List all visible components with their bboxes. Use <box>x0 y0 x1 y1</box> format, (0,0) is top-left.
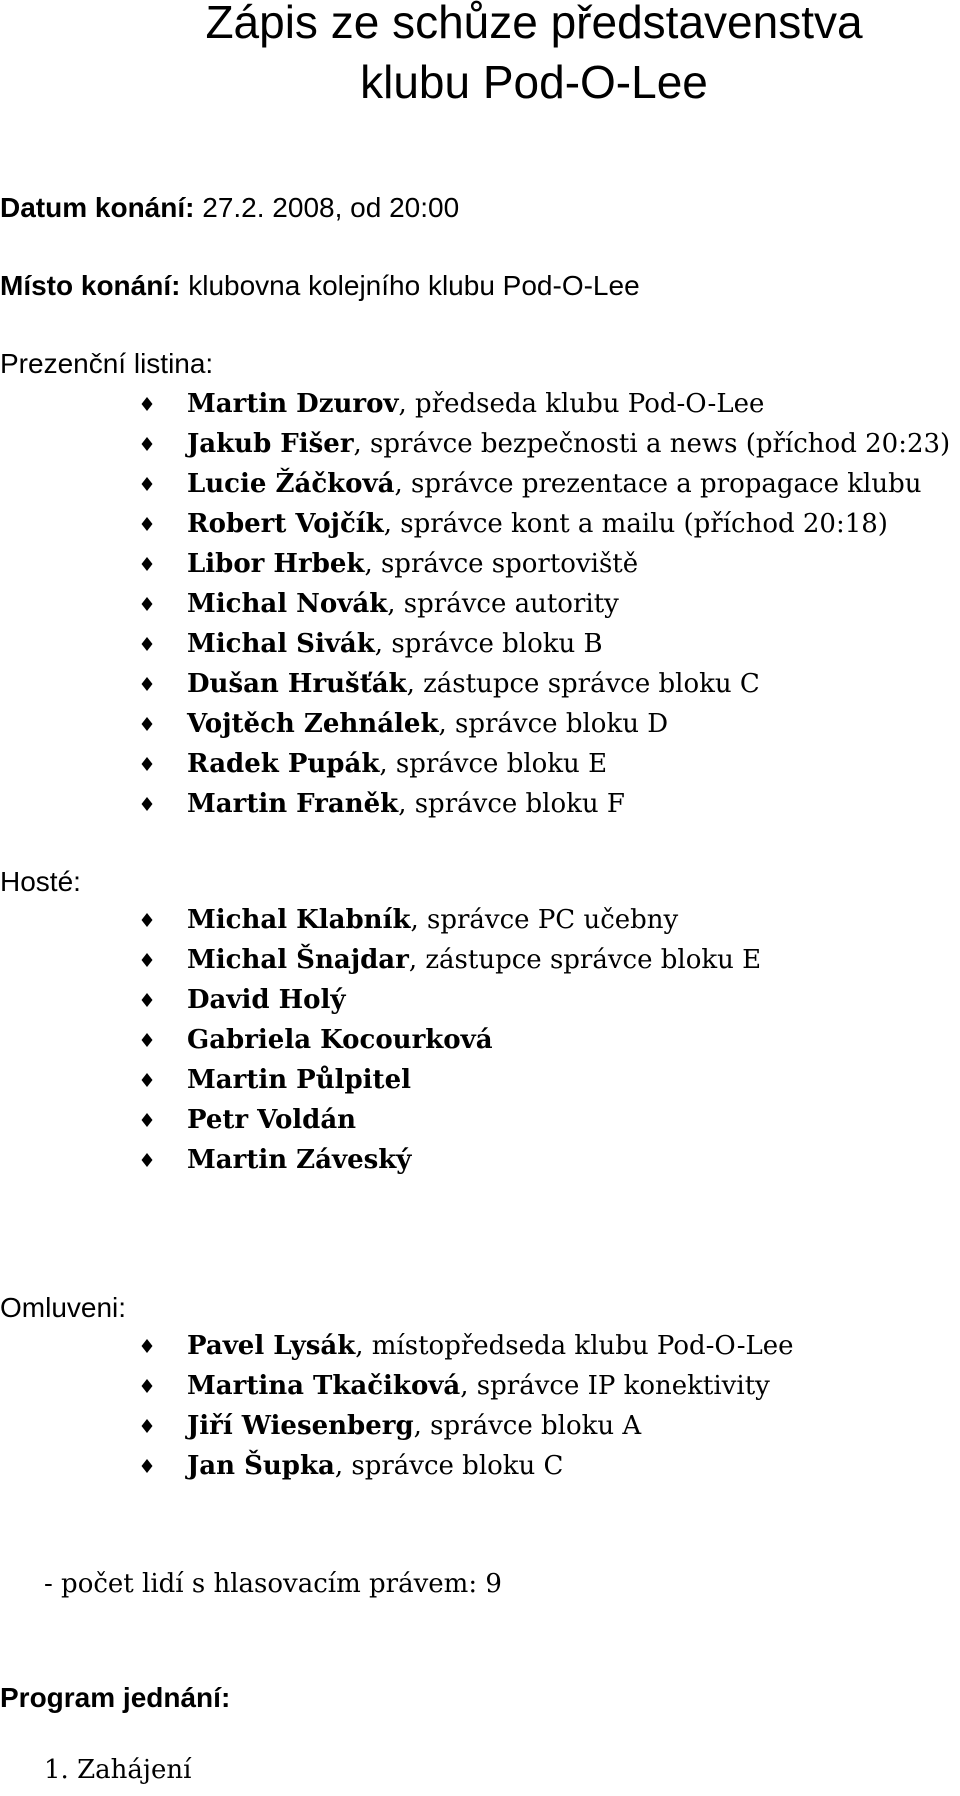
person-name: Martin Záveský <box>187 1145 412 1175</box>
diamond-bullet-icon <box>140 757 154 771</box>
person-role: , správce bezpečnosti a news (příchod 20:23) <box>353 429 951 459</box>
agenda-label: Program jednání: <box>0 1682 231 1713</box>
list-item <box>0 1140 761 1180</box>
person-name: Jiří Wiesenberg <box>187 1411 414 1441</box>
list-item <box>0 1446 794 1486</box>
person-role: , správce IP konektivity <box>460 1371 770 1401</box>
diamond-bullet-icon <box>140 517 154 531</box>
diamond-bullet-icon <box>140 1073 154 1087</box>
person-role: , správce bloku F <box>398 789 625 819</box>
person-name: Pavel Lysák <box>187 1331 356 1361</box>
person-name: Lucie Žáčková <box>187 469 395 499</box>
list-item <box>0 664 950 704</box>
person-role: , zástupce správce bloku C <box>406 669 760 699</box>
person-name: Vojtěch Zehnálek <box>187 709 439 739</box>
excused-label: Omluveni: <box>0 1292 127 1323</box>
diamond-bullet-icon <box>140 797 154 811</box>
person-name: Martin Půlpitel <box>187 1065 411 1095</box>
diamond-bullet-icon <box>140 1113 154 1127</box>
list-item <box>0 424 950 464</box>
person-role: , správce bloku B <box>374 629 603 659</box>
guests-label: Hosté: <box>0 866 81 897</box>
person-name: Martina Tkačiková <box>187 1371 461 1401</box>
diamond-bullet-icon <box>140 397 154 411</box>
diamond-bullet-icon <box>140 557 154 571</box>
list-item <box>0 1060 761 1100</box>
person-role: , správce PC učebny <box>410 905 679 935</box>
date-label: Datum konání: <box>0 192 195 223</box>
person-name: Michal Sivák <box>187 629 375 659</box>
list-item <box>0 1020 761 1060</box>
date-value: 27.2. 2008, od 20:00 <box>194 192 460 223</box>
person-name: Gabriela Kocourková <box>187 1025 493 1055</box>
list-item <box>0 1326 794 1366</box>
person-role: , správce sportoviště <box>364 549 639 579</box>
person-role: , správce bloku D <box>438 709 669 739</box>
list-item <box>0 544 950 584</box>
diamond-bullet-icon <box>140 1339 154 1353</box>
diamond-bullet-icon <box>140 677 154 691</box>
diamond-bullet-icon <box>140 477 154 491</box>
diamond-bullet-icon <box>140 913 154 927</box>
person-name: Radek Pupák <box>187 749 380 779</box>
person-role: , předseda klubu Pod-O-Lee <box>398 389 765 419</box>
place-label: Místo konání: <box>0 270 181 301</box>
agenda-heading <box>0 1680 230 1716</box>
person-name: Martin Franěk <box>187 789 399 819</box>
diamond-bullet-icon <box>140 1459 154 1473</box>
person-name: Jakub Fišer <box>187 429 354 459</box>
diamond-bullet-icon <box>140 1379 154 1393</box>
person-name: Libor Hrbek <box>187 549 365 579</box>
person-role: , správce kont a mailu (příchod 20:18) <box>383 509 888 539</box>
list-item <box>0 584 950 624</box>
list-item <box>0 940 761 980</box>
person-name: Michal Šnajdar <box>187 945 409 975</box>
person-role: , místopředseda klubu Pod-O-Lee <box>355 1331 794 1361</box>
diamond-bullet-icon <box>140 637 154 651</box>
diamond-bullet-icon <box>140 993 154 1007</box>
person-name: Petr Voldán <box>187 1105 357 1135</box>
list-item <box>0 464 950 504</box>
diamond-bullet-icon <box>140 1419 154 1433</box>
person-role: , správce bloku A <box>413 1411 642 1441</box>
title-line-1: Zápis ze schůze představenstva <box>205 0 863 48</box>
attendance-list <box>0 384 950 824</box>
diamond-bullet-icon <box>140 717 154 731</box>
person-name: Dušan Hrušťák <box>187 669 407 699</box>
list-item <box>0 1406 794 1446</box>
person-name: Michal Novák <box>187 589 388 619</box>
title-line-2: klubu Pod-O-Lee <box>360 56 708 108</box>
list-item <box>0 504 950 544</box>
diamond-bullet-icon <box>140 1153 154 1167</box>
diamond-bullet-icon <box>140 597 154 611</box>
voting-count: - počet lidí s hlasovacím právem: 9 <box>44 1569 502 1599</box>
guests-list <box>0 900 761 1180</box>
diamond-bullet-icon <box>140 953 154 967</box>
meeting-date <box>0 190 459 226</box>
list-item <box>0 900 761 940</box>
diamond-bullet-icon <box>140 1033 154 1047</box>
person-name: Michal Klabník <box>187 905 411 935</box>
list-item <box>0 744 950 784</box>
list-item <box>0 1100 761 1140</box>
guests-heading <box>0 864 81 900</box>
person-role: , zástupce správce bloku E <box>408 945 762 975</box>
excused-list <box>0 1326 794 1486</box>
diamond-bullet-icon <box>140 437 154 451</box>
place-value: klubovna kolejního klubu Pod-O-Lee <box>180 270 640 301</box>
list-item <box>0 384 950 424</box>
person-role: , správce bloku E <box>379 749 608 779</box>
person-role: , správce prezentace a propagace klubu <box>394 469 922 499</box>
meeting-place <box>0 268 640 304</box>
person-role: , správce bloku C <box>334 1451 564 1481</box>
excused-heading <box>0 1290 126 1326</box>
person-role: , správce autority <box>387 589 619 619</box>
person-name: David Holý <box>187 985 346 1015</box>
list-item <box>0 784 950 824</box>
person-name: Martin Dzurov <box>187 389 399 419</box>
attendance-heading <box>0 346 213 382</box>
person-name: Robert Vojčík <box>187 509 384 539</box>
attendance-label: Prezenční listina: <box>0 348 214 379</box>
list-item <box>0 980 761 1020</box>
list-item <box>0 1366 794 1406</box>
list-item <box>0 704 950 744</box>
agenda-item: 1. Zahájení <box>44 1755 192 1785</box>
person-name: Jan Šupka <box>187 1451 335 1481</box>
list-item <box>0 624 950 664</box>
